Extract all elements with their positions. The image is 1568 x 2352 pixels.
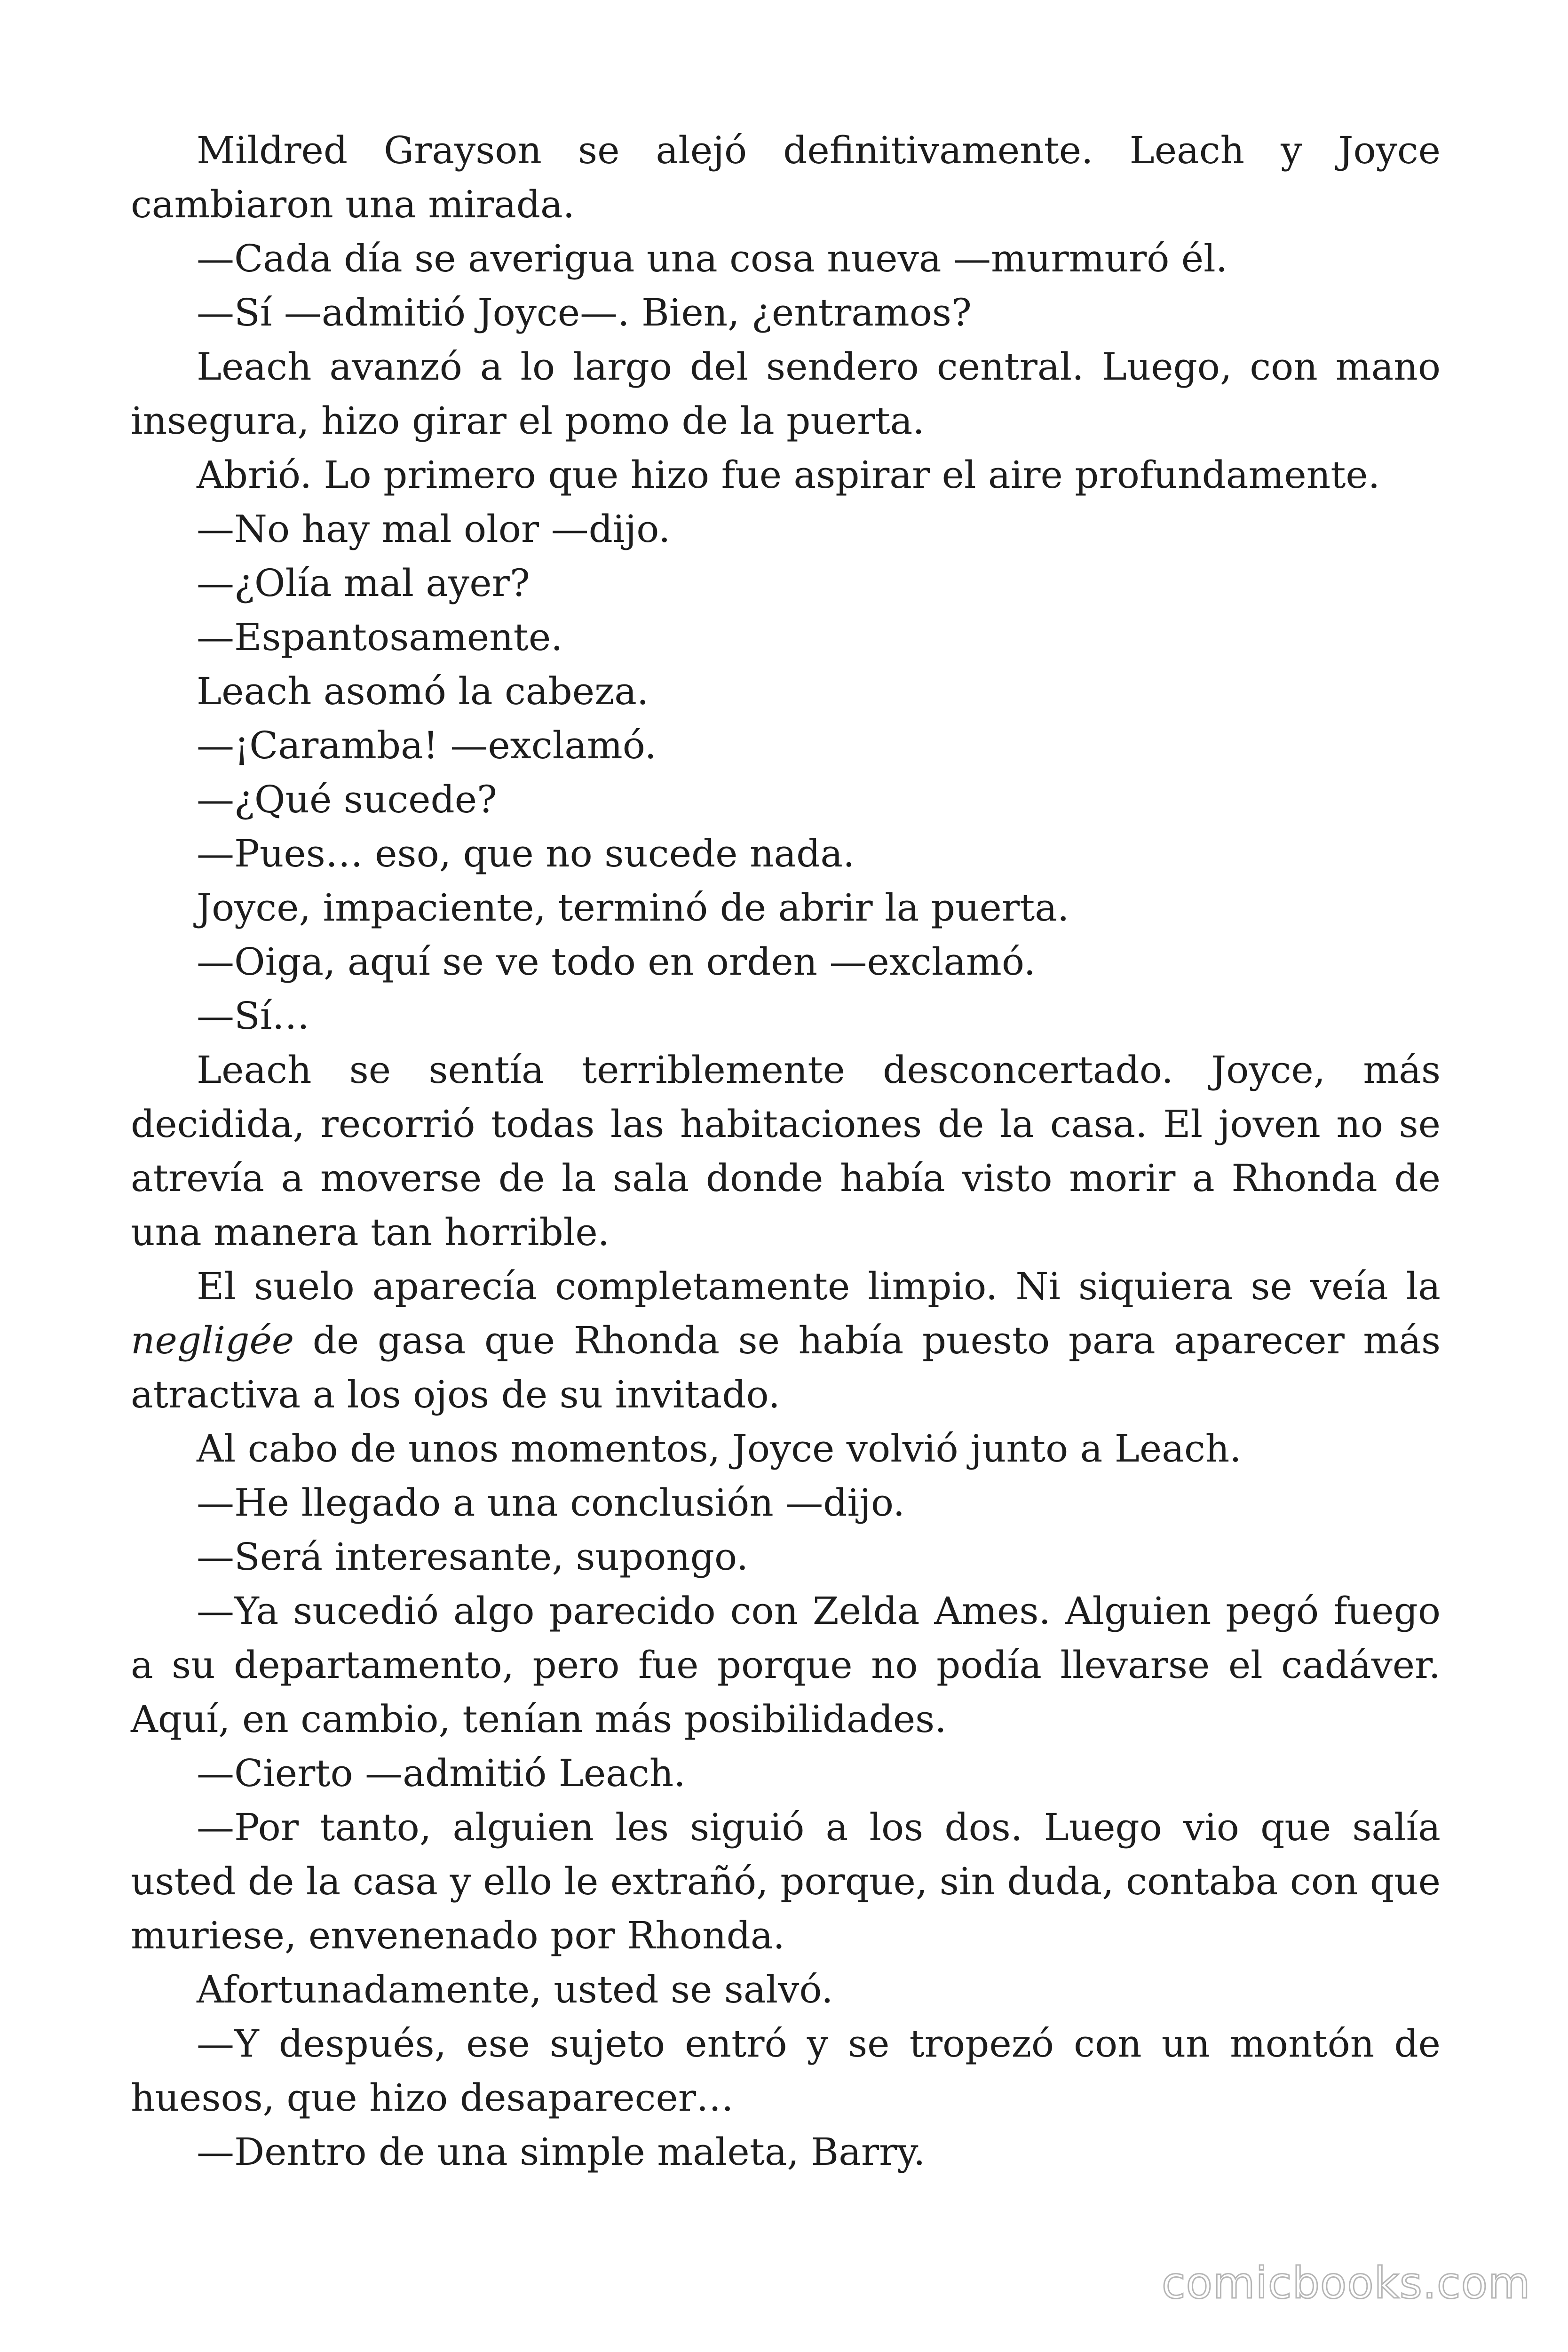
paragraph-4: Leach avanzó a lo largo del sendero central. Luego, con mano insegura, hizo girar el pomo de la puerta. <box>131 345 1441 443</box>
paragraph-6: —No hay mal olor —dijo. <box>197 507 671 551</box>
paragraph-19: —He llegado a una conclusión —dijo. <box>197 1481 905 1525</box>
paragraph-16: Leach se sentía terriblemente desconcertado. Joyce, más decidida, recorrió todas las habitaciones de la casa. El joven no se atrevía a moverse de la sala donde había visto morir a Rhonda de una manera tan horrible. <box>131 1048 1441 1254</box>
paragraph-1: Mildred Grayson se alejó definitivamente. Leach y Joyce cambiaron una mirada. <box>131 128 1441 226</box>
paragraph-26: —Dentro de una simple maleta, Barry. <box>197 2130 926 2174</box>
paragraph-23: —Por tanto, alguien les siguió a los dos. Luego vio que salía usted de la casa y ello le extrañó, porque, sin duda, contaba con que muriese, envenenado por Rhonda. <box>131 1805 1441 1957</box>
paragraph-17 <box>131 1259 1441 1422</box>
paragraph-20: —Será interesante, supongo. <box>197 1535 749 1579</box>
paragraph-14: —Oiga, aquí se ve todo en orden —exclamó. <box>197 940 1036 984</box>
paragraph-22: —Cierto —admitió Leach. <box>197 1751 686 1795</box>
paragraph-3: —Sí —admitió Joyce—. Bien, ¿entramos? <box>197 291 972 334</box>
paragraph-15: —Sí… <box>197 994 310 1038</box>
paragraph-17-before: El suelo aparecía completamente limpio. Ni siquiera se veía la <box>197 1264 1441 1308</box>
paragraph-17-after: de gasa que Rhonda se había puesto para aparecer más atractiva a los ojos de su invitado. <box>131 1319 1441 1416</box>
paragraph-12: —Pues… eso, que no sucede nada. <box>197 832 855 875</box>
paragraph-24: Afortunadamente, usted se salvó. <box>197 1968 833 2011</box>
italic-word-negligee: negligée <box>131 1319 294 1362</box>
paragraph-2: —Cada día se averigua una cosa nueva —murmuró él. <box>197 237 1228 280</box>
paragraph-25: —Y después, ese sujeto entró y se tropezó con un montón de huesos, que hizo desaparecer… <box>131 2022 1441 2120</box>
paragraph-9: Leach asomó la cabeza. <box>197 669 649 713</box>
paragraph-11: —¿Qué sucede? <box>197 778 497 821</box>
paragraph-18: Al cabo de unos momentos, Joyce volvió junto a Leach. <box>197 1427 1242 1470</box>
paragraph-7: —¿Olía mal ayer? <box>197 561 530 605</box>
watermark-text: comicbooks.com <box>1162 2258 1531 2308</box>
paragraph-13: Joyce, impaciente, terminó de abrir la puerta. <box>197 886 1069 930</box>
page-text <box>131 123 1441 2179</box>
paragraph-21: —Ya sucedió algo parecido con Zelda Ames. Alguien pegó fuego a su departamento, pero fue porque no podía llevarse el cadáver. Aquí, en cambio, tenían más posibilidades. <box>131 1589 1441 1741</box>
paragraph-10: —¡Caramba! —exclamó. <box>197 723 657 767</box>
paragraph-5: Abrió. Lo primero que hizo fue aspirar el aire profundamente. <box>197 453 1380 497</box>
paragraph-8: —Espantosamente. <box>197 615 563 659</box>
